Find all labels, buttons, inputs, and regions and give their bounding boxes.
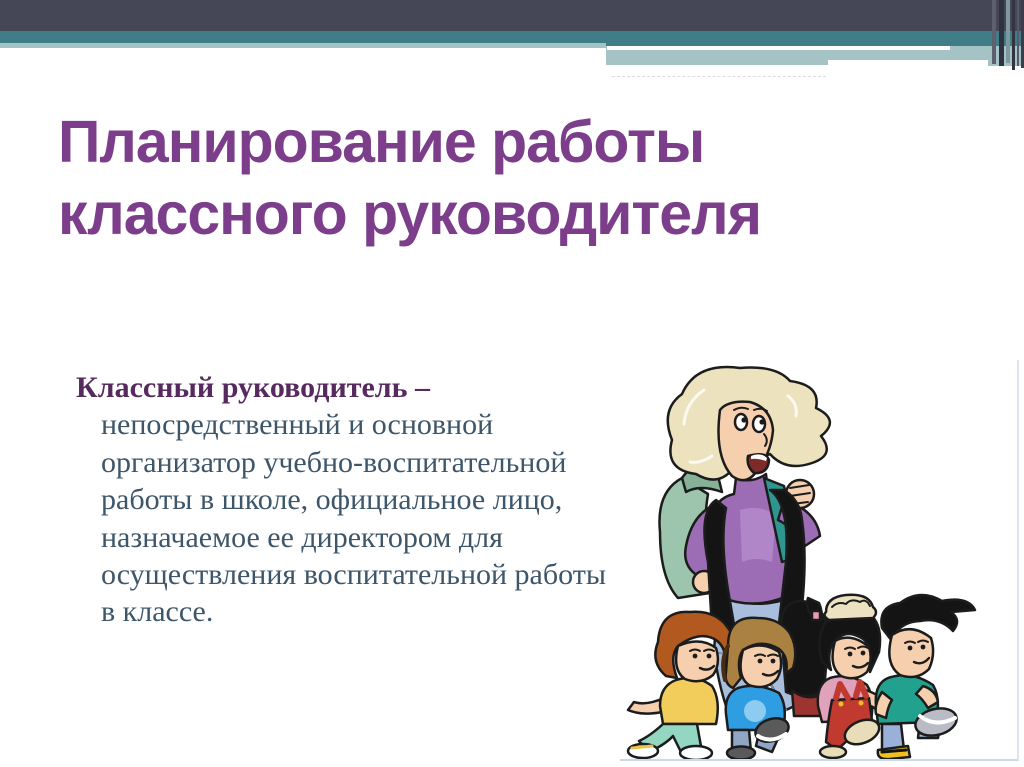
- header-bar-dark: [0, 0, 1024, 31]
- header-white-notch-line: [607, 46, 950, 50]
- edge-stripe: [999, 0, 1004, 66]
- body-lead-bold: Классный руководитель –: [76, 371, 430, 404]
- body-paragraph: [76, 369, 661, 631]
- header-bar-teal: [0, 31, 1024, 43]
- teacher-with-children-illustration: [620, 360, 1017, 759]
- body-line: назначаемое ее директором для: [101, 520, 503, 554]
- slide-title-line2: классного руководителя: [58, 181, 762, 247]
- header-bar-light-teal-left: [0, 43, 606, 48]
- header-faint-dashed-line: [612, 76, 826, 77]
- edge-stripe: [1017, 0, 1019, 66]
- body-line: организатор учебно-воспитательной: [101, 445, 567, 479]
- body-line: в классе.: [101, 595, 214, 629]
- edge-stripe: [1006, 0, 1010, 63]
- child-boy-teal: [876, 595, 975, 759]
- edge-stripe: [992, 0, 996, 64]
- slide-title: [58, 106, 918, 250]
- body-line: непосредственный и основной: [101, 408, 494, 442]
- edge-stripe: [1012, 0, 1015, 70]
- header-bar-light-teal-extension: [606, 60, 828, 65]
- body-line: работы в школе, официальное лицо,: [101, 483, 563, 517]
- illustration-frame: [620, 360, 1019, 761]
- body-line: осуществления воспитательной работы: [101, 558, 607, 592]
- slide-title-line1: Планирование работы: [58, 109, 705, 175]
